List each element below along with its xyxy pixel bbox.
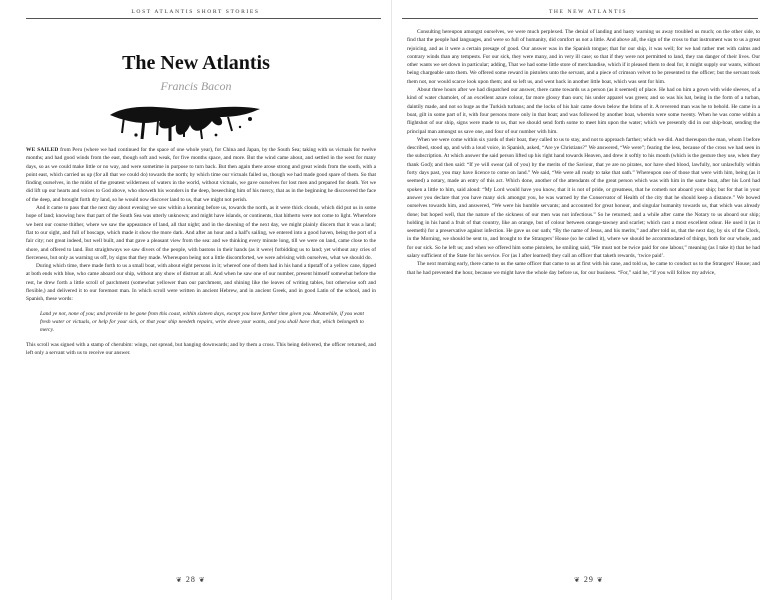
header-rule: [402, 18, 758, 19]
page-number: [176, 575, 206, 584]
scroll-quote: Land ye not, none of you; and provide to be gone from this coast, within sixteen days, except you have further time given you. Meanwhile, if you want fresh water or victuals, or help for your sick, or that your ship needeth repairs, write down your wants, and you shall have that, which belongeth to mercy.: [40, 310, 364, 334]
folio-ornament-icon: ❦: [176, 575, 183, 584]
folio-ornament-icon: ❦: [596, 575, 604, 584]
left-body-text: [26, 146, 376, 357]
paragraph: The next morning early, there came to us the same officer that came to us at first with his cane, and told us, he came to conduct us to the Strangers’ House; and that he had prevented the hour, because we might have the whole day before us, for our business. “For,” said he, “if you will follow my advice,: [407, 261, 760, 276]
page-number-value: 29: [583, 575, 594, 584]
paragraph-text: from Peru (where we had continued for the space of one whole year), for China and Japan, by the South Sea; taking with us victuals for twelve months; and had good winds from the east, though soft and weak, for five months space, and more. But the wind came about, and settled in the west for many days, so as we could make little or no way, and were sometime in purpose to turn back. But then again there arose strong and great winds from the south, with a point east, which carried us up (for all that we could do) towards the north; by which time our victuals failed us, though we had made good spare of them. So that finding ourselves, in the midst of the greatest wilderness of waters in the world, without victuals, we gave ourselves for lost men and prepared for death. Yet we did lift up our hearts and voices to God above, who showeth his wonders in the deep, beseeching him of his mercy, that as in the beginning he discovered the face of the deep, and brought forth dry land, so he would now discover land to us, that we might not perish.: [26, 147, 376, 203]
paragraph: [26, 146, 376, 204]
folio-ornament-icon: ❦: [198, 575, 206, 584]
paragraph: About three hours after we had dispatched our answer, there came towards us a person (as it seemed) of place. He had on him a gown with wide sleeves, of a kind of water chamolet, of an excellent azure colour, far more glossy than ours; his under apparel was green; and so was his hat, being in the form of a turban, daintily made, and not so huge as the Turkish turbans; and the locks of his hair came down below the brims of it. A reverend man was he to behold. He came in a boat, gilt in some part of it, with four persons more only in that boat; and was followed by another boat, wherein were some twenty. When he was come within a flightshot of our ship, signs were made to us, that we should send forth some to meet him upon the water; which we presently did in our ship-boat, sending the principal man amongst us save one, and four of our number with him.: [407, 87, 760, 135]
page-number: [574, 575, 604, 584]
running-head: THE NEW ATLANTIS: [548, 9, 628, 15]
paragraph: When we were come within six yards of their boat, they called to us to stay, and not to approach farther; which we did. And thereupon the man, whom I before described, stood up, and with a loud voice, in Spanish, asked, “Are ye Christians?” We answered, “We were”; fearing the less, because of the cross we had seen in the subscription. At which answer the said person lifted up his right hand towards Heaven, and drew it softly to his mouth (which is the gesture they use, when they thank God); and then said: “If ye will swear (all of you) by the merits of the Saviour, that ye are no pirates, nor have shed blood, lawfully, nor unlawfully within forty days past, you may have licence to come on land.” We said, “We were all ready to take that oath.” Whereupon one of those that were with him, being (as it seemed) a notary, made an entry of this act. Which done, another of the attendants of the great person which was with him in the same boat, after his Lord had spoken a little to him, said aloud: “My Lord would have you know, that it is not of pride, or greatness, that he cometh not aboard your ship; but for that in your answer you declare that you have many sick amongst you, he was warned by the Conservator of Health of the city that he should keep a distance.” We bowed ourselves towards him, and answered, “We were his humble servants; and accounted for great honour, and singular humanity towards us, that which was already done; but hoped well, that the nature of the sickness of our men was not infectious.” So he returned; and a while after came the Notary to us aboard our ship; holding in his hand a fruit of that country, like an orange, but of colour between orange-tawney and scarlet; which cast a most excellent odour. He used it (as it seemeth) for a preservative against infection. He gave us our oath; “By the name of Jesus, and his merits,” and after told us, that the next day, by six of the Clock, in the Morning, we should be sent to, and brought to the Strangers’ House (so he called it), where we should be accommodated of things, both for our whole, and for our sick. So he left us; and when we offered him some pistolets, he smiling said, “He must not be twice paid for one labour,” meaning (as I take it) that he had salary sufficient of the State for his service. For (as I after learned) they call an officer that taketh rewards, ‘twice paid’.: [407, 136, 760, 260]
ink-splash-ornament: [100, 95, 270, 141]
right-page: [392, 0, 784, 600]
paragraph: Consulting hereupon amongst ourselves, we were much perplexed. The denial of landing and hasty warning us away troubled us much; on the other side, to find that the people had languages, and were so full of humanity, did comfort us not a little. And above all, the sign of the cross to that instrument was to us a great rejoicing, and as it were a certain presage of good. Our answer was in the Spanish tongue; that for our ship, it was well; for we had rather met with calms and contrary winds than any tempests. For our sick, they were many, and in very ill case; so that if they were not permitted to land, they ran danger of their lives. Our other wants we set down in particular; adding, That we had some little store of merchandise, which if it pleased them to deal for, it might supply our wants, without being chargeable unto them. We offered some reward in pistolets unto the servant, and a piece of crimson velvet to be presented to the officer; but the servant took them not, nor would scarce look upon them; and so left us, and went back in another little boat, which was sent for him.: [407, 29, 760, 85]
header-rule: [26, 18, 381, 19]
paragraph: And it came to pass that the next day about evening we saw within a kenning before us, towards the north, as it were thick clouds, which did put us in some hope of land; knowing how that part of the South Sea was utterly unknown; and might have islands, or continents, that hitherto were not come to light. Wherefore we bent our course thither, where we saw the appearance of land, all that night; and in the dawning of the next day, we might plainly discern that it was a land; flat to our sight, and full of boscage, which made it show the more dark. And after an hour and a half's sailing, we entered into a good haven, being the port of a fair city; not great indeed, but well built, and that gave a pleasant view from the sea: and we thinking every minute long, till we were on land, came close to the shore, and offered to land. But straightways we saw divers of the people, with bastons in their hands (as it were) forbidding us to land; yet without any cries of fierceness, but only as warning us off, by signs that they made. Whereupon being not a little discomforted, we were advising with ourselves, what we should do.: [26, 205, 376, 261]
story-author: Francis Bacon: [160, 79, 232, 93]
paragraph: During which time, there made forth to us a small boat, with about eight persons in it; whereof one of them had in his hand a tipstaff of a yellow cane, tipped at both ends with blue, who came aboard our ship, without any show of distrust at all. And when he saw one of our number, present himself somewhat before the rest, he drew forth a little scroll of parchment (somewhat yellower than our parchment, and shining like the leaves of writing tables, but otherwise soft and flexible,) and delivered it to our foremost man. In which scroll were written in ancient Hebrew, and in ancient Greek, and in good Latin of the school, and in Spanish, these words:: [26, 263, 376, 303]
page-number-value: 28: [185, 575, 196, 584]
story-title: The New Atlantis: [122, 52, 270, 74]
lead-words: WE SAILED: [26, 147, 59, 153]
paragraph: This scroll was signed with a stamp of cherubim: wings, not spread, but hanging downwards; and by them a cross. This being delivered, the officer returned, and left only a servant with us to receive our answer.: [26, 341, 376, 356]
folio-ornament-icon: ❦: [574, 575, 581, 584]
running-head: LOST ATLANTIS SHORT STORIES: [131, 9, 260, 15]
right-body-text: [407, 28, 760, 277]
